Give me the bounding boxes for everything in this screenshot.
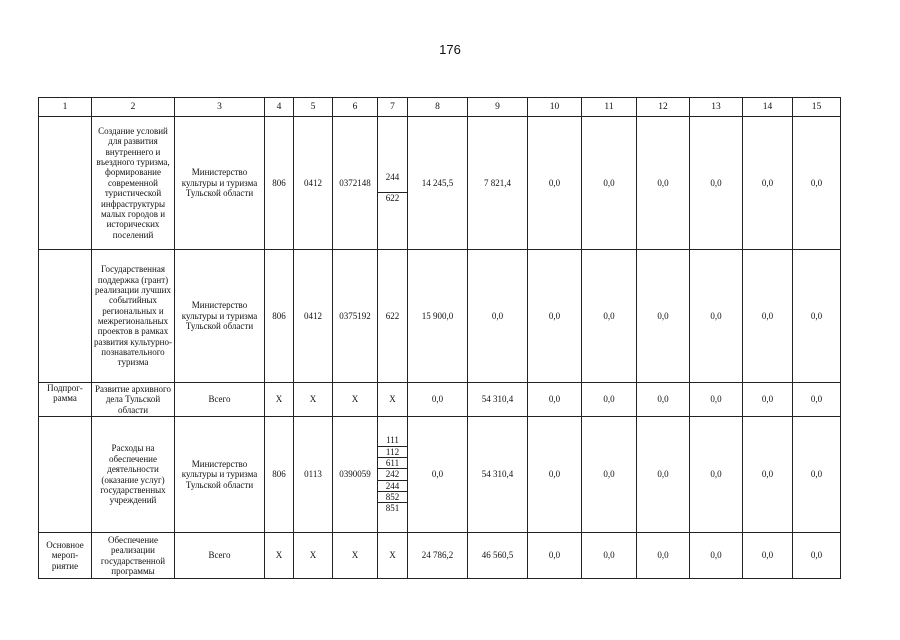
code-cell: 806 xyxy=(265,250,294,383)
row-type-cell xyxy=(39,417,92,533)
amount-cell: 15 900,0 xyxy=(408,250,468,383)
column-header: 10 xyxy=(528,98,582,117)
row-type-cell xyxy=(39,117,92,250)
column-header: 3 xyxy=(175,98,265,117)
row-type-cell: Основное мероп-риятие xyxy=(39,533,92,579)
code-cell: 0372148 xyxy=(333,117,378,250)
column-header: 8 xyxy=(408,98,468,117)
code-cell: 0412 xyxy=(294,117,333,250)
code-cell: X xyxy=(265,533,294,579)
table-row xyxy=(39,250,841,383)
table-row xyxy=(39,417,841,533)
amount-cell: 0,0 xyxy=(528,417,582,533)
expense-type-cell: 622 xyxy=(378,250,408,383)
amount-cell: 0,0 xyxy=(528,533,582,579)
code-cell: 0390059 xyxy=(333,417,378,533)
amount-cell: 0,0 xyxy=(528,117,582,250)
code-cell: 806 xyxy=(265,417,294,533)
amount-cell: 0,0 xyxy=(582,250,637,383)
column-header: 2 xyxy=(92,98,175,117)
amount-cell: 0,0 xyxy=(637,417,690,533)
amount-cell: 54 310,4 xyxy=(468,417,528,533)
amount-cell: 0,0 xyxy=(582,417,637,533)
expense-type-code: 622 xyxy=(378,192,407,203)
expense-type-cell: X xyxy=(378,533,408,579)
expense-type-code: 852 xyxy=(378,491,407,502)
budget-table xyxy=(38,97,841,579)
amount-cell: 0,0 xyxy=(690,117,743,250)
code-cell: 0113 xyxy=(294,417,333,533)
column-header: 4 xyxy=(265,98,294,117)
ministry-cell: Всего xyxy=(175,533,265,579)
row-type-cell xyxy=(39,250,92,383)
column-header: 14 xyxy=(743,98,793,117)
row-type-cell: Подпрог-рамма xyxy=(39,383,92,417)
amount-cell: 0,0 xyxy=(637,533,690,579)
code-cell: 0412 xyxy=(294,250,333,383)
amount-cell: 0,0 xyxy=(468,250,528,383)
row-name-cell: Обеспечение реализации государственной программы xyxy=(92,533,175,579)
amount-cell: 0,0 xyxy=(582,383,637,417)
expense-type-code: 242 xyxy=(378,468,407,479)
amount-cell: 0,0 xyxy=(528,250,582,383)
column-header: 7 xyxy=(378,98,408,117)
ministry-cell: Министерство культуры и туризма Тульской области xyxy=(175,250,265,383)
expense-type-code: 111 xyxy=(386,435,399,446)
amount-cell: 0,0 xyxy=(690,383,743,417)
expense-type-code: 611 xyxy=(378,457,407,468)
page-number: 176 xyxy=(439,42,461,57)
table-row xyxy=(39,533,841,579)
amount-cell: 0,0 xyxy=(690,533,743,579)
table-row xyxy=(39,383,841,417)
amount-cell: 0,0 xyxy=(582,117,637,250)
amount-cell: 0,0 xyxy=(743,533,793,579)
code-cell: X xyxy=(333,383,378,417)
column-header: 6 xyxy=(333,98,378,117)
amount-cell: 0,0 xyxy=(743,117,793,250)
code-cell: X xyxy=(265,383,294,417)
column-header: 12 xyxy=(637,98,690,117)
amount-cell: 0,0 xyxy=(743,417,793,533)
amount-cell: 0,0 xyxy=(528,383,582,417)
expense-type-code: 851 xyxy=(378,502,407,513)
amount-cell: 0,0 xyxy=(793,250,841,383)
amount-cell: 7 821,4 xyxy=(468,117,528,250)
column-number-row xyxy=(39,98,841,117)
row-name-cell: Развитие архивного дела Тульской области xyxy=(92,383,175,417)
expense-type-code: 244 xyxy=(378,480,407,491)
amount-cell: 0,0 xyxy=(690,417,743,533)
table-row xyxy=(39,117,841,250)
amount-cell: 14 245,5 xyxy=(408,117,468,250)
amount-cell: 0,0 xyxy=(793,417,841,533)
code-cell: X xyxy=(294,383,333,417)
amount-cell: 0,0 xyxy=(408,417,468,533)
code-cell: X xyxy=(333,533,378,579)
amount-cell: 24 786,2 xyxy=(408,533,468,579)
row-name-cell: Создание условий для развития внутреннего и въездного туризма, формирование современной туристической инфраструктуры малых городов и исторических поселений xyxy=(92,117,175,250)
row-name-cell: Государственная поддержка (грант) реализации лучших событийных региональных и межрегиональных проектов в рамках развития культурно-познавательного туризма xyxy=(92,250,175,383)
amount-cell: 0,0 xyxy=(793,383,841,417)
amount-cell: 0,0 xyxy=(637,117,690,250)
code-cell: X xyxy=(294,533,333,579)
code-cell: 806 xyxy=(265,117,294,250)
column-header: 9 xyxy=(468,98,528,117)
amount-cell: 0,0 xyxy=(743,250,793,383)
amount-cell: 0,0 xyxy=(793,117,841,250)
column-header: 1 xyxy=(39,98,92,117)
expense-type-code: 112 xyxy=(378,446,407,457)
row-name-cell: Расходы на обеспечение деятельности (оказание услуг) государственных учреждений xyxy=(92,417,175,533)
amount-cell: 0,0 xyxy=(743,383,793,417)
expense-type-cell: X xyxy=(378,383,408,417)
ministry-cell: Министерство культуры и туризма Тульской области xyxy=(175,417,265,533)
code-cell: 0375192 xyxy=(333,250,378,383)
amount-cell: 0,0 xyxy=(690,250,743,383)
column-header: 11 xyxy=(582,98,637,117)
amount-cell: 46 560,5 xyxy=(468,533,528,579)
expense-type-code: 244 xyxy=(385,172,400,183)
column-header: 5 xyxy=(294,98,333,117)
amount-cell: 0,0 xyxy=(637,250,690,383)
expense-type-cell xyxy=(378,117,408,250)
ministry-cell: Министерство культуры и туризма Тульской области xyxy=(175,117,265,250)
ministry-cell: Всего xyxy=(175,383,265,417)
amount-cell: 54 310,4 xyxy=(468,383,528,417)
expense-type-cell xyxy=(378,417,408,533)
amount-cell: 0,0 xyxy=(637,383,690,417)
amount-cell: 0,0 xyxy=(408,383,468,417)
column-header: 13 xyxy=(690,98,743,117)
column-header: 15 xyxy=(793,98,841,117)
amount-cell: 0,0 xyxy=(793,533,841,579)
amount-cell: 0,0 xyxy=(582,533,637,579)
